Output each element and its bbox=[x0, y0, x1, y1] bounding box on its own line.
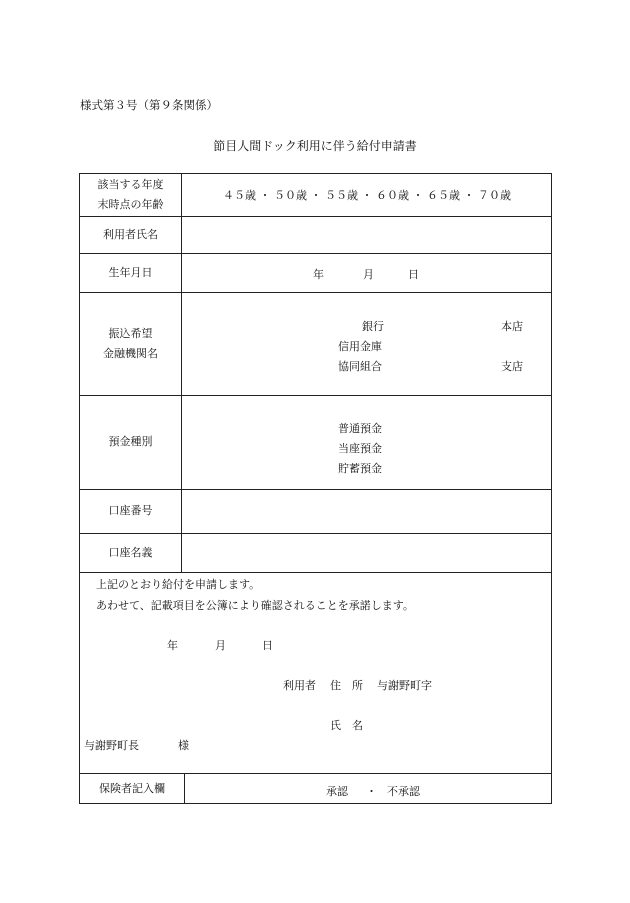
account-number-label: 口座番号 bbox=[108, 504, 153, 517]
applicant-label: 利用者 bbox=[283, 679, 316, 692]
bank-option-kumiai[interactable]: 協同組合 bbox=[338, 360, 382, 373]
birth-date-label: 生年月日 bbox=[108, 265, 153, 279]
birth-year: 年 bbox=[313, 268, 324, 281]
bank-label: 振込希望 金融機関名 bbox=[103, 326, 158, 360]
head-office-option[interactable]: 本店 bbox=[501, 320, 523, 333]
declaration-month: 月 bbox=[215, 639, 226, 652]
account-holder-label: 口座名義 bbox=[108, 545, 153, 559]
approve-option[interactable]: 承認 bbox=[326, 785, 348, 798]
column-divider bbox=[184, 773, 185, 804]
bank-option-bank[interactable]: 銀行 bbox=[362, 320, 384, 333]
address-label: 住 所 bbox=[330, 679, 363, 692]
form-table bbox=[79, 173, 552, 804]
deposit-option-checking[interactable]: 当座預金 bbox=[338, 442, 382, 455]
declaration-year: 年 bbox=[167, 639, 178, 652]
document-title: 節目人間ドック利用に伴う給付申請書 bbox=[213, 139, 417, 153]
declaration-line-2: あわせて、記載項目を公簿により確認されることを承諾します。 bbox=[96, 599, 414, 612]
reject-option[interactable]: 不承認 bbox=[387, 785, 420, 798]
birth-day: 日 bbox=[408, 268, 419, 281]
form-number-label: 様式第３号（第９条関係） bbox=[80, 98, 218, 112]
user-name-field[interactable] bbox=[182, 217, 552, 252]
declaration-line-1: 上記のとおり給付を申請します。 bbox=[96, 578, 261, 591]
addressee-mayor: 与謝野町長 bbox=[84, 739, 139, 752]
declaration-day: 日 bbox=[262, 639, 273, 652]
age-options[interactable]: ４５歳 ・ ５０歳 ・ ５５歳 ・ ６０歳 ・ ６５歳 ・ ７０歳 bbox=[223, 189, 511, 202]
deposit-option-ordinary[interactable]: 普通預金 bbox=[338, 422, 382, 435]
account-holder-field[interactable] bbox=[182, 534, 552, 571]
row-divider bbox=[80, 572, 551, 573]
bank-option-shinkin[interactable]: 信用金庫 bbox=[338, 340, 382, 353]
deposit-option-savings[interactable]: 貯蓄預金 bbox=[338, 462, 382, 475]
birth-month: 月 bbox=[363, 268, 374, 281]
branch-option[interactable]: 支店 bbox=[501, 360, 523, 373]
address-value[interactable]: 与謝野町字 bbox=[377, 679, 432, 692]
option-separator: ・ bbox=[366, 785, 377, 798]
age-label: 該当する年度 末時点の年齢 bbox=[97, 178, 164, 211]
deposit-type-label: 預金種別 bbox=[108, 435, 153, 448]
account-number-field[interactable] bbox=[182, 490, 552, 532]
insurer-entry-label: 保険者記入欄 bbox=[99, 781, 165, 795]
name-label: 氏 名 bbox=[330, 719, 363, 732]
addressee-honorific: 様 bbox=[178, 739, 189, 752]
user-name-label: 利用者氏名 bbox=[103, 227, 158, 241]
